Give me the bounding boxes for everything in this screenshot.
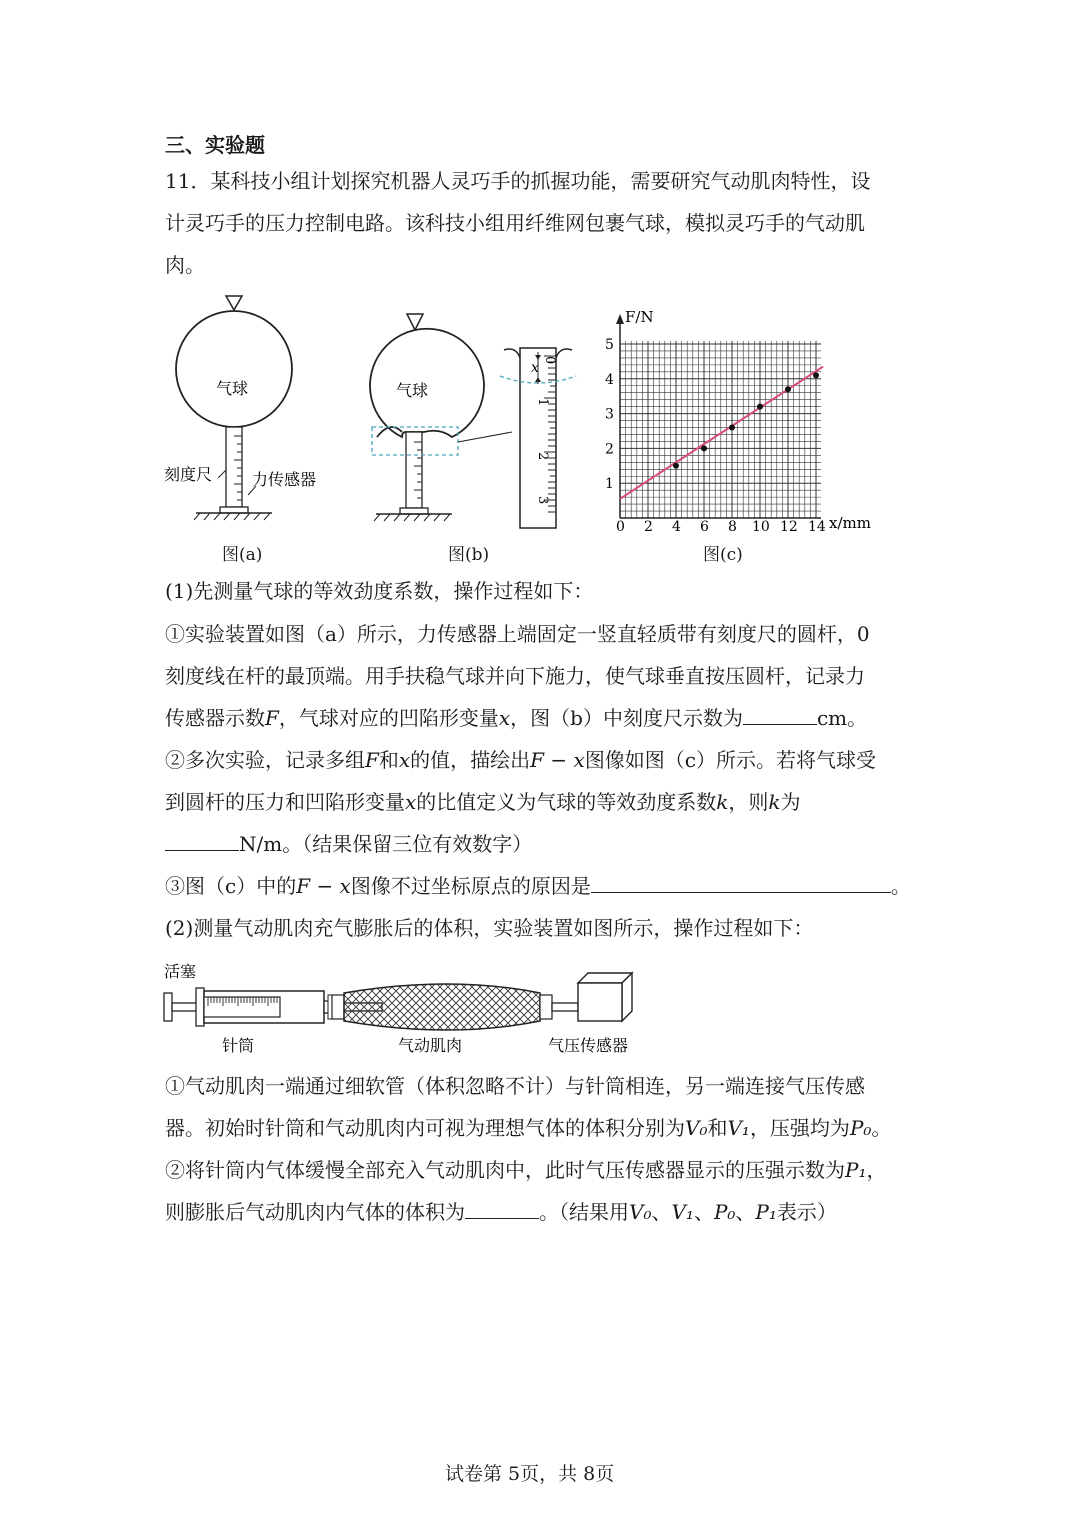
- question-intro-line-2: 计灵巧手的压力控制电路。该科技小组用纤维网包裹气球，模拟灵巧手的气动肌: [165, 211, 865, 235]
- part1-step2-line-2: 到圆杆的压力和凹陷形变量x的比值定义为气球的等效劲度系数k，则k为: [165, 790, 801, 814]
- question-intro-line-1: 11．某科技小组计划探究机器人灵巧手的抓握功能，需要研究气动肌肉特性，设: [165, 169, 871, 193]
- plunger-handle: [164, 993, 172, 1021]
- ruler-rod: [226, 427, 242, 507]
- question-intro-line-3: 肉。: [165, 253, 205, 277]
- data-point: [673, 463, 679, 469]
- triangle-marker-icon: [407, 314, 423, 330]
- figure-a-ruler-label: 刻度尺: [164, 465, 213, 484]
- x-tick-label: 6: [700, 519, 709, 535]
- pneumatic-muscle: [344, 984, 540, 1030]
- pressure-sensor-box: [578, 983, 622, 1021]
- part2-step1-line-2: 器。初始时针筒和气动肌肉内可视为理想气体的体积分别为V₀和V₁，压强均为P₀。: [165, 1116, 892, 1140]
- part1-step3-line: ③图（c）中的F − x图像不过坐标原点的原因是 。: [165, 874, 911, 898]
- zoom-tick-2: 2: [535, 452, 550, 461]
- zoom-tick-1: 1: [535, 398, 550, 407]
- balloon-shape: [176, 311, 292, 427]
- sensor-label: 气压传感器: [548, 1036, 629, 1055]
- data-point: [785, 386, 791, 392]
- y-tick-label: 4: [605, 371, 614, 388]
- figure-b-balloon-label: 气球: [396, 381, 429, 400]
- y-tick-label: 5: [605, 337, 614, 353]
- answer-blank-stiffness[interactable]: [165, 832, 239, 851]
- zoom-tick-3: 3: [535, 496, 550, 505]
- x-tick-label: 4: [672, 519, 681, 535]
- part1-title: (1)先测量气球的等效劲度系数，操作过程如下：: [165, 579, 594, 603]
- section-heading: 三、实验题: [165, 133, 265, 157]
- part1-step2-line-1: ②多次实验，记录多组F和x的值，描绘出F − x图像如图（c）所示。若将气球受: [165, 748, 877, 772]
- part1-step1-line-3: 传感器示数F，气球对应的凹陷形变量x，图（b）中刻度尺示数为 cm。: [165, 706, 868, 730]
- x-axis-label: x/mm: [829, 514, 871, 532]
- data-point: [813, 372, 819, 378]
- part2-title: (2)测量气动肌肉充气膨胀后的体积，实验装置如图所示，操作过程如下：: [165, 916, 814, 940]
- figure-a-sensor-label: 力传感器: [252, 470, 317, 489]
- part1-step1-line-2: 刻度线在杆的最顶端。用手扶稳气球并向下施力，使气球垂直按压圆杆，记录力: [165, 664, 865, 688]
- data-point: [729, 425, 735, 431]
- barrel-label: 针筒: [222, 1036, 255, 1055]
- ruler-rod: [406, 432, 422, 508]
- data-point: [757, 404, 763, 410]
- figure-b-caption: 图(b): [448, 545, 490, 565]
- answer-blank-reason[interactable]: [591, 874, 891, 893]
- triangle-marker-icon: [226, 296, 242, 310]
- fit-line: [620, 367, 823, 499]
- y-tick-label: 2: [605, 441, 614, 458]
- figure-c-caption: 图(c): [703, 545, 743, 565]
- figure-a-diagram: [160, 290, 340, 530]
- data-point: [701, 445, 707, 451]
- x-tick-label: 8: [728, 519, 737, 535]
- figure-b-diagram: [340, 310, 580, 532]
- figure-c-chart: [595, 300, 880, 540]
- y-tick-label: 1: [605, 476, 614, 493]
- y-tick-label: 3: [605, 406, 614, 423]
- part2-apparatus-diagram: [160, 955, 660, 1065]
- figure-a-balloon-label: 气球: [216, 379, 249, 398]
- y-axis-arrow-icon: [616, 314, 624, 324]
- part2-step2-line-1: ②将针筒内气体缓慢全部充入气动肌肉中，此时气压传感器显示的压强示数为P₁，: [165, 1158, 887, 1182]
- muscle-label: 气动肌肉: [398, 1036, 463, 1055]
- zoom-tick-0: 0: [542, 356, 557, 365]
- x-tick-label: 0: [616, 519, 625, 535]
- figure-a-caption: 图(a): [222, 545, 263, 565]
- x-tick-label: 14: [808, 519, 826, 535]
- x-tick-label: 10: [752, 519, 770, 535]
- part2-step1-line-1: ①气动肌肉一端通过细软管（体积忽略不计）与针筒相连，另一端连接气压传感: [165, 1074, 865, 1098]
- part1-step2-line-3: N/m。（结果保留三位有效数字）: [165, 830, 532, 858]
- piston-label: 活塞: [164, 962, 197, 981]
- part1-step1-line-1: ①实验装置如图（a）所示，力传感器上端固定一竖直轻质带有刻度尺的圆杆，0: [165, 622, 870, 646]
- y-axis-label: F/N: [625, 308, 654, 326]
- zoom-x-label: x: [531, 360, 539, 376]
- answer-blank-volume[interactable]: [465, 1200, 539, 1219]
- part2-step2-line-2: 则膨胀后气动肌肉内气体的体积为 。（结果用V₀、V₁、P₀、P₁表示）: [165, 1200, 837, 1224]
- answer-blank-ruler-reading[interactable]: [743, 706, 817, 725]
- x-tick-label: 12: [780, 519, 798, 535]
- page-footer: 试卷第 5页，共 8页: [445, 1463, 615, 1485]
- x-tick-label: 2: [644, 519, 653, 535]
